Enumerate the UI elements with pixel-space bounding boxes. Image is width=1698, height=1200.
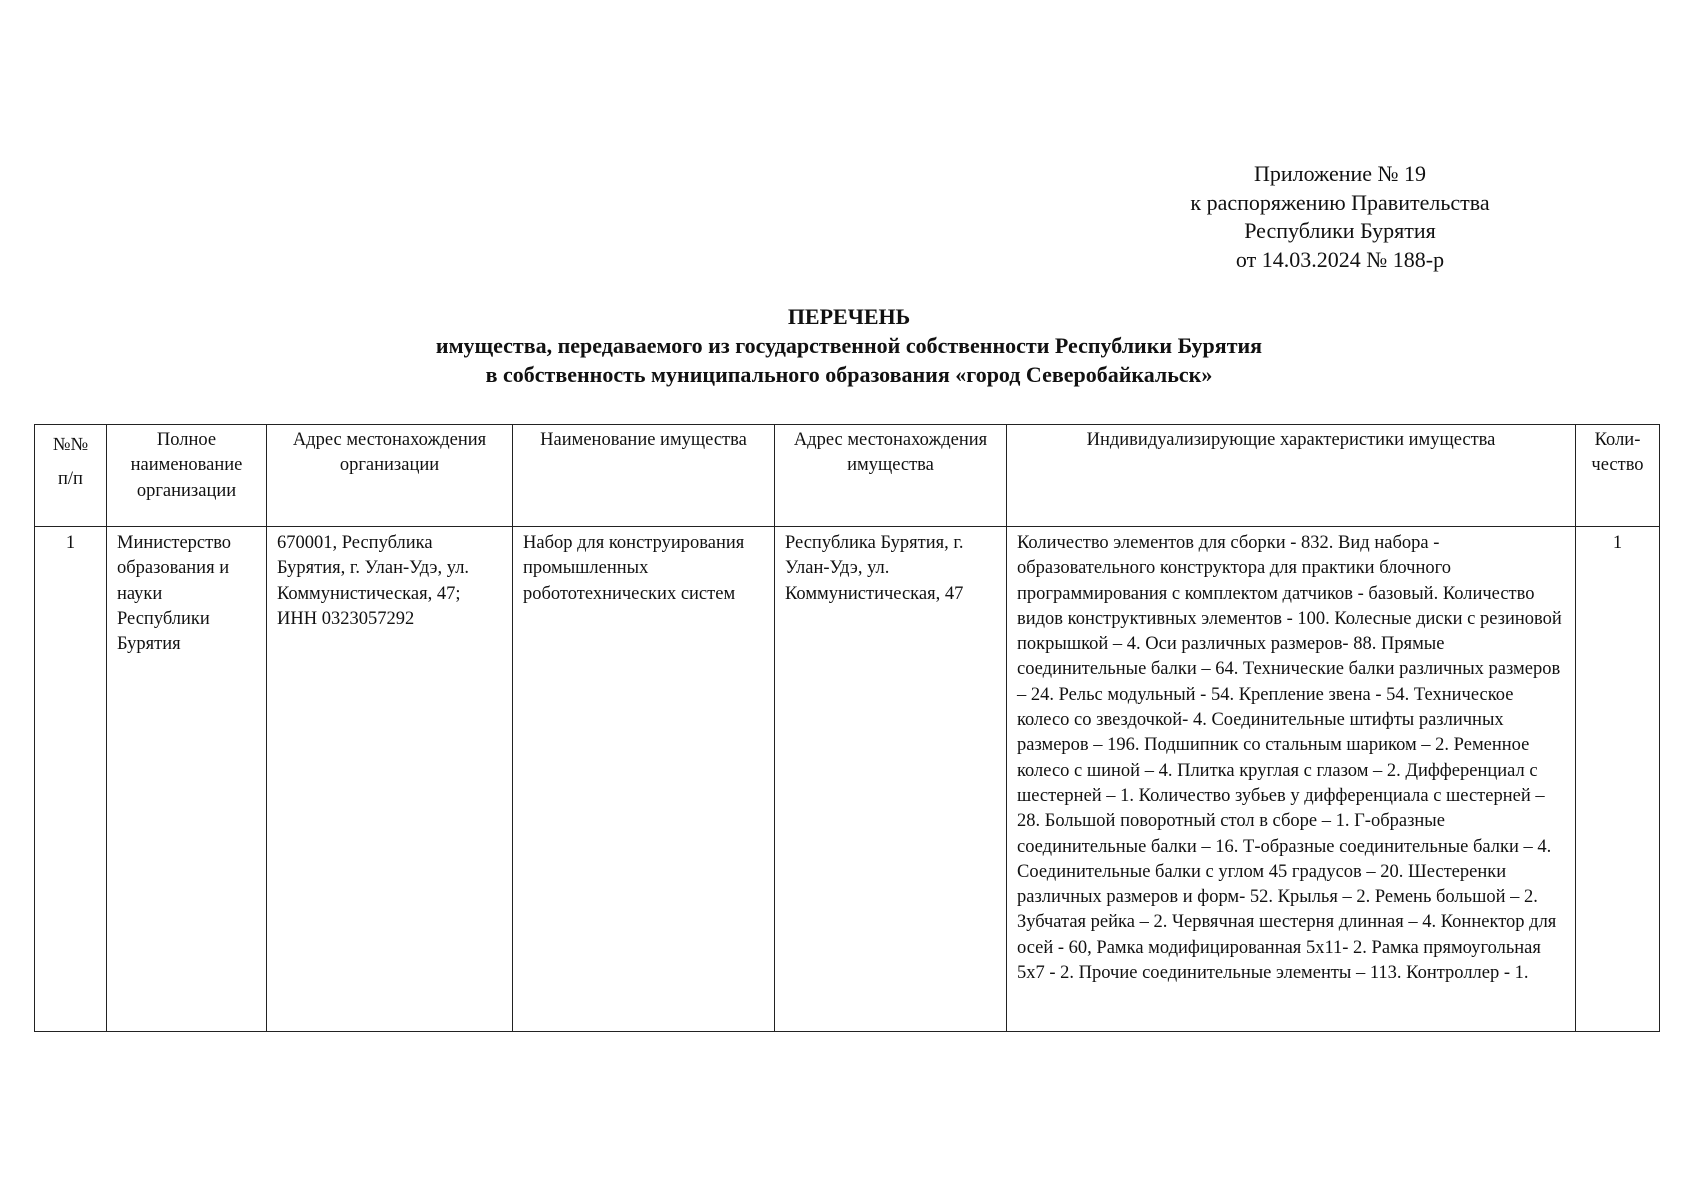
title-line-3: в собственность муниципального образования «город Северобайкальск»	[485, 362, 1213, 387]
annex-date-line: от 14.03.2024 № 188-р	[1235, 246, 1445, 272]
cell-num: 1	[35, 527, 107, 1032]
table-row	[35, 527, 1660, 1032]
cell-quantity: 1	[1576, 527, 1660, 1032]
header-org-name: Полное наименование организации	[107, 425, 267, 527]
annex-republic-line: Республики Бурятия	[1244, 218, 1436, 243]
header-org-address: Адрес местонахождения организации	[267, 425, 513, 527]
header-property-address: Адрес местонахождения имущества	[775, 425, 1007, 527]
annex-number: Приложение № 19	[1253, 161, 1427, 186]
title-heading: ПЕРЕЧЕНЬ	[787, 304, 911, 329]
title-line-2: имущества, передаваемого из государственной собственности Республики Бурятия	[435, 333, 1263, 358]
property-table	[34, 424, 1660, 1032]
cell-characteristics: Количество элементов для сборки - 832. Вид набора - образовательного конструктора для практики блочного программирования с комплектом датчиков - базовый. Количество видов конструктивных элементов - 100. Колесные диски с резиновой покрышкой – 4. Оси различных размеров- 88. Прямые соединительные балки – 64. Технические балки различных размеров – 24. Рельс модульный - 54. Крепление звена - 54. Техническое колесо со звездочкой- 4. Соединительные штифты различных размеров – 196. Подшипник со стальным шариком – 2. Ременное колесо с шиной – 4. Плитка круглая с глазом – 2. Дифференциал с шестерней – 1. Количество зубьев у дифференциала с шестерней – 28. Большой поворотный стол в сборе – 1. Г-образные соединительные балки – 16. Т-образные соединительные балки – 4. Соединительные балки с углом 45 градусов – 20. Шестеренки различных размеров и форм- 52. Крылья – 2. Ремень большой – 2. Зубчатая рейка – 2. Червячная шестерня длинная – 4. Коннектор для осей - 60, Рамка модифицированная 5x11- 2. Рамка прямоугольная 5x7 - 2. Прочие соединительные элементы – 113. Контроллер - 1.	[1007, 527, 1576, 1032]
header-quantity: Коли-чество	[1576, 425, 1660, 527]
cell-org-name: Министерство образования и науки Республики Бурятия	[107, 527, 267, 1032]
cell-property-address: Республика Бурятия, г. Улан-Удэ, ул. Коммунистическая, 47	[775, 527, 1007, 1032]
annex-order-line: к распоряжению Правительства	[1190, 189, 1490, 215]
annex-reference	[1150, 160, 1530, 274]
header-characteristics: Индивидуализирующие характеристики имущества	[1007, 425, 1576, 527]
cell-org-address: 670001, Республика Бурятия, г. Улан-Удэ, ул. Коммунистическая, 47; ИНН 0323057292	[267, 527, 513, 1032]
table-header-row	[35, 425, 1660, 527]
document-title	[0, 302, 1698, 389]
header-property-name: Наименование имущества	[513, 425, 775, 527]
header-num: №№ п/п	[35, 425, 107, 527]
cell-property-name: Набор для конструирования промышленных робототехнических систем	[513, 527, 775, 1032]
